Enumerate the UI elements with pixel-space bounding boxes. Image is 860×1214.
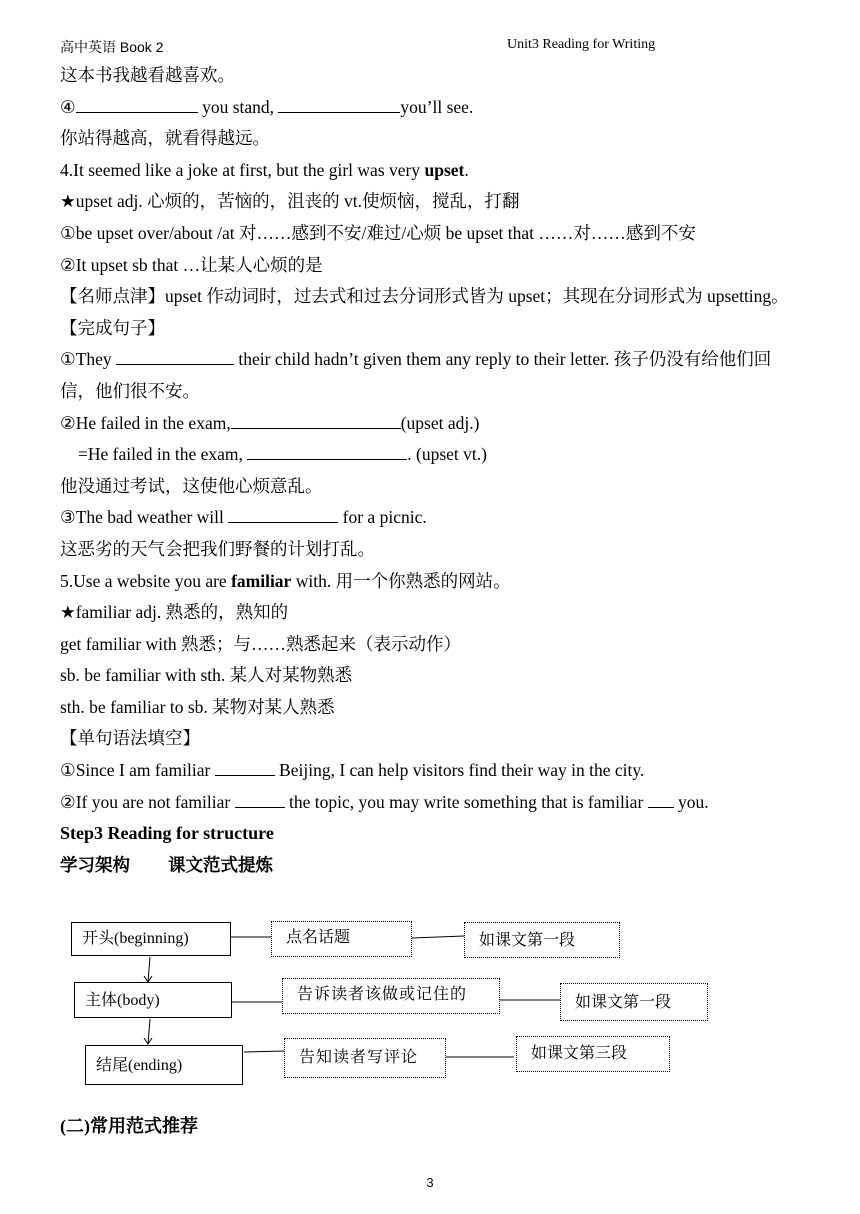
- text-span: for a picnic.: [338, 507, 427, 528]
- text-span: 4.It seemed like a joke at first, but the girl was very: [60, 159, 425, 180]
- text-line: [60, 502, 805, 534]
- text-line: 【完成句子】: [60, 317, 165, 338]
- text-span: 学习架构: [60, 854, 130, 875]
- text-line: 他没通过考试，这使他心烦意乱。: [60, 475, 323, 496]
- text-line: [60, 408, 805, 440]
- fill-blank[interactable]: [76, 94, 198, 113]
- text-span: ①They: [60, 349, 117, 370]
- ending-box: 结尾(ending): [85, 1045, 243, 1085]
- text-line: [60, 755, 805, 787]
- body-box: 主体(body): [74, 982, 232, 1018]
- fill-blank[interactable]: [231, 410, 401, 429]
- fill-blank[interactable]: [648, 789, 674, 808]
- text-line: [60, 566, 805, 598]
- comment-box: 告知读者写评论: [284, 1038, 446, 1078]
- fill-blank[interactable]: [228, 504, 338, 523]
- text-span: ①Since I am familiar: [60, 760, 215, 781]
- text-line: sth. be familiar to sb. 某物对某人熟悉: [60, 696, 335, 717]
- keyword: upset: [424, 159, 465, 180]
- fill-blank[interactable]: [247, 441, 407, 460]
- fill-blank[interactable]: [215, 757, 275, 776]
- text-span: you.: [673, 791, 709, 812]
- text-line: ①be upset over/about /at 对……感到不安/难过/心烦 be upset that ……对……感到不安: [60, 222, 696, 243]
- example-box-1: 如课文第一段: [464, 922, 620, 958]
- text-span: you’ll see.: [400, 96, 474, 117]
- text-line: 你站得越高，就看得越远。: [60, 128, 270, 149]
- text-line: 这本书我越看越喜欢。: [60, 65, 235, 85]
- fill-blank[interactable]: [235, 789, 285, 808]
- example-box-3: 如课文第三段: [516, 1036, 670, 1072]
- text-span: ③The bad weather will: [60, 507, 229, 528]
- fill-blank[interactable]: [116, 346, 234, 365]
- circled-number: ④: [60, 96, 76, 117]
- text-line: 【名师点津】upset 作动词时，过去式和过去分词形式皆为 upset；其现在分词形式为 upsetting。: [60, 286, 789, 307]
- header-right: Unit3 Reading for Writing: [507, 37, 656, 52]
- text-line: [60, 155, 805, 187]
- text-span: their child hadn’t given them any reply to their letter. 孩子仍没有给他们回信，他们很不安。: [60, 349, 772, 401]
- text-span: ②If you are not familiar: [60, 791, 235, 812]
- text-line: [60, 92, 805, 124]
- header-left: 高中英语 Book 2: [60, 39, 164, 55]
- text-line: ②It upset sb that …让某人心烦的是: [60, 254, 323, 275]
- advice-box: 告诉读者该做或记住的: [282, 978, 500, 1014]
- example-box-2: 如课文第一段: [560, 983, 708, 1021]
- text-span: Beijing, I can help visitors find their way in the city.: [274, 760, 645, 781]
- document-body: [60, 60, 805, 881]
- text-span: 课文范式提炼: [168, 854, 273, 875]
- topic-box: 点名话题: [271, 921, 412, 957]
- fill-blank[interactable]: [278, 94, 400, 113]
- text-line: [60, 439, 805, 471]
- keyword: familiar: [231, 570, 292, 591]
- text-span: the topic, you may write something that is familiar: [284, 791, 648, 812]
- text-span: ②He failed in the exam,: [60, 412, 231, 433]
- text-line: [60, 787, 805, 819]
- text-line: ★familiar adj. 熟悉的，熟知的: [60, 602, 289, 623]
- text-span: 5.Use a website you are: [60, 570, 232, 591]
- beginning-box: 开头(beginning): [71, 922, 231, 956]
- page-number: 3: [426, 1175, 434, 1190]
- text-line: [60, 344, 805, 407]
- text-span: you stand,: [197, 96, 279, 117]
- text-span: . (upset vt.): [407, 444, 487, 465]
- structure-diagram: [60, 912, 760, 1092]
- text-span: (upset adj.): [400, 412, 480, 433]
- text-line: 这恶劣的天气会把我们野餐的计划打乱。: [60, 538, 375, 559]
- step-heading: Step3 Reading for structure: [60, 823, 274, 844]
- section-title: (二)常用范式推荐: [60, 1116, 198, 1136]
- text-span: .: [464, 159, 469, 180]
- text-line: sb. be familiar with sth. 某人对某物熟悉: [60, 665, 353, 686]
- text-line: ★upset adj. 心烦的，苦恼的，沮丧的 vt.使烦恼，搅乱，打翻: [60, 191, 520, 212]
- text-line: 【单句语法填空】: [60, 728, 200, 749]
- text-span: with. 用一个你熟悉的网站。: [291, 570, 511, 591]
- subheading: [60, 850, 805, 882]
- text-span: =He failed in the exam,: [78, 444, 248, 465]
- text-line: get familiar with 熟悉；与……熟悉起来（表示动作）: [60, 633, 462, 654]
